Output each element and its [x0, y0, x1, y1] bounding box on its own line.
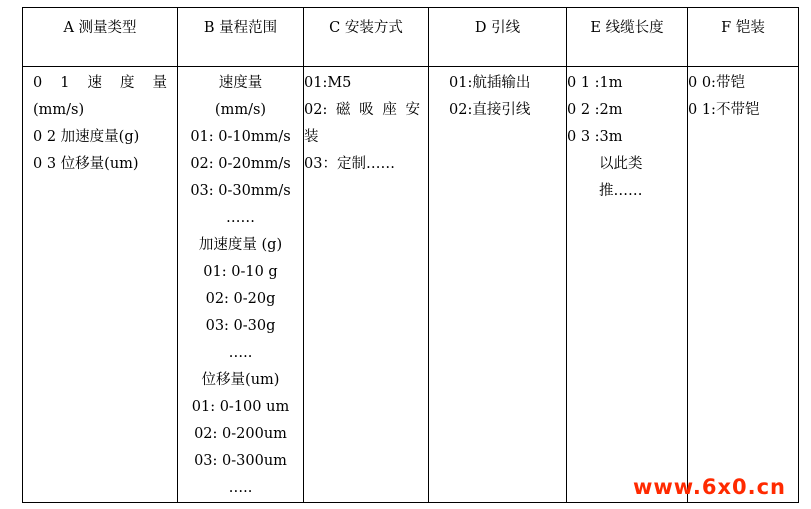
install-line: 装	[304, 129, 319, 145]
text-part: 磁	[336, 102, 351, 118]
range-line: (mm/s)	[214, 102, 267, 118]
install-line: 03：定制……	[304, 156, 395, 172]
text-part: 02:	[304, 102, 328, 118]
text-part: 吸	[359, 102, 374, 118]
range-line: 速度量	[218, 75, 263, 91]
cable-length-line: 以此类	[599, 156, 643, 172]
armor-line: 0 0:带铠	[688, 75, 745, 91]
install-line: 01:M5	[304, 75, 352, 91]
range-line: 02: 0-20g	[205, 291, 276, 307]
lead-cell	[429, 67, 567, 503]
cable-length-line: 0 3 :3m	[567, 129, 623, 145]
range-line: 01: 0-100 um	[191, 399, 290, 415]
range-line: 03: 0-30g	[205, 318, 276, 334]
range-line: 02: 0-20mm/s	[190, 156, 291, 172]
install-line	[304, 97, 420, 124]
cable-length-line: 推……	[599, 183, 643, 199]
cable-length-cell	[567, 67, 688, 503]
body-row	[23, 67, 799, 503]
header-c: C 安装方式	[304, 8, 429, 67]
range-line: …..	[228, 345, 253, 361]
measure-type-line: 0 3 位移量(um)	[33, 156, 139, 172]
lead-line: 01:航插输出	[449, 75, 531, 91]
range-line: 03: 0-30mm/s	[190, 183, 291, 199]
text-part: 座	[382, 102, 397, 118]
range-line: 加速度量 (g)	[198, 237, 283, 253]
range-line: 01: 0-10 g	[203, 264, 278, 280]
site-watermark: www.6x0.cn	[633, 475, 786, 499]
range-line: ……	[226, 210, 255, 226]
text-part: 速	[87, 75, 102, 91]
range-line: …..	[228, 480, 253, 496]
measure-type-line	[23, 70, 177, 97]
header-f: F 铠装	[688, 8, 799, 67]
header-e: E 线缆长度	[567, 8, 688, 67]
spec-table	[22, 7, 799, 503]
measure-type-line: (mm/s)	[33, 102, 85, 118]
text-part: 量	[152, 75, 167, 91]
text-part: 安	[405, 102, 420, 118]
range-line: 03: 0-300um	[194, 453, 287, 469]
range-cell	[178, 67, 304, 503]
header-row	[23, 8, 799, 67]
cable-length-line: 0 1 :1m	[567, 75, 623, 91]
header-b: B 量程范围	[178, 8, 304, 67]
armor-cell	[688, 67, 799, 503]
measure-type-line: 0 2 加速度量(g)	[33, 129, 140, 145]
install-cell	[304, 67, 429, 503]
header-d: D 引线	[429, 8, 567, 67]
cable-length-line: 0 2 :2m	[567, 102, 623, 118]
text-part: 0	[33, 75, 43, 91]
range-line: 02: 0-200um	[194, 426, 287, 442]
header-a: A 测量类型	[23, 8, 178, 67]
text-part: 1	[60, 75, 70, 91]
range-line: 01: 0-10mm/s	[190, 129, 291, 145]
measure-type-cell	[23, 67, 178, 503]
armor-line: 0 1:不带铠	[688, 102, 760, 118]
text-part: 度	[119, 75, 135, 91]
range-line: 位移量(um)	[201, 372, 280, 388]
lead-line: 02:直接引线	[449, 102, 531, 118]
